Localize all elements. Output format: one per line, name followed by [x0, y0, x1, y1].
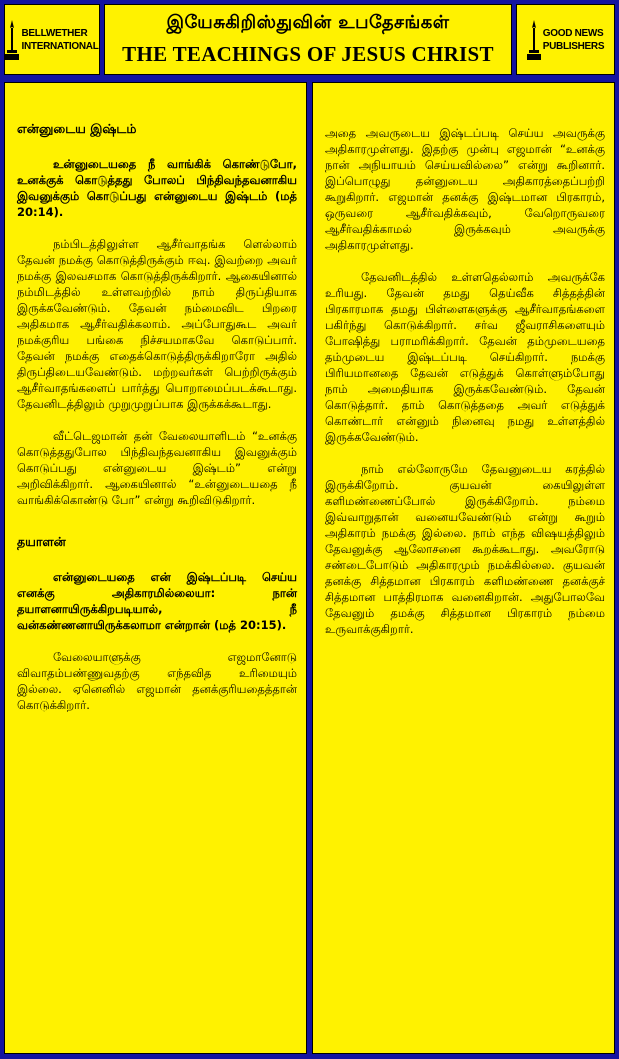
- body-paragraph-3: வேலையாளுக்கு எஜமானோடு விவாதம்பண்ணுவதற்கு எந்தவித உரிமையும் இல்லை. ஏனெனில் எஜமான் தனக்குரியதைத்தான் கொடுக்கிறார்.: [17, 650, 297, 712]
- title-tamil: இயேசுகிறிஸ்துவின் உபதேசங்கள்: [166, 12, 450, 33]
- body-paragraph-6: நாம் எல்லோருமே தேவனுடைய கரத்தில் இருக்கிறோம். குயவன் கையிலுள்ள களிமண்ணைப்போல் இருக்கிறோம். நம்மை இவ்வாறுதான் வனையவேண்டும் என்று கூறும் அதிகாரம் நமக்கு இல்லை. நாம் எந்த விஷயத்திலும் தேவனுக்கு ஆலோசனை கூறக்கூடாது. அவரோடு சண்டைபோடும் அதிகாரமும் நமக்கில்லை. குயவன் தனக்கு சித்தமான பிரகாரம் களிமண்ணை தனக்குச் சித்தமான பாத்திரமாக வனைகிறான். அதுபோலவே தேவனும் தமக்கு சித்தமான பிரகாரம் நம்மை உருவாக்குகிறார்.: [325, 462, 605, 636]
- bellwether-symbol-icon: [5, 20, 19, 60]
- bellwether-logo: [4, 4, 100, 75]
- body-paragraph-5: தேவனிடத்தில் உள்ளதெல்லாம் அவருக்கே உரியது. தேவன் தமது தெய்வீக சித்தத்தின் பிரகாரமாக தமது பிள்ளைகளுக்கு ஆசீர்வாதங்களை பகிர்ந்து கொடுக்கிறார். சர்வ ஜீவராசிகளையும் போஷித்து பராமரிக்கிறார். தேவன் தம்முடையதை தம்முடைய இஷ்டப்படி செய்கிறார். நமக்கு பிரியமானதை தேவன் எடுத்துக் கொள்ளும்போது நாம் அமைதியாக இருக்கவேண்டும். தேவன் கொடுத்தார். தாம் கொடுத்ததை அவர் எடுத்துக் கொண்டார் என்னும் நினைவு நமது உள்ளத்தில் இருக்கவேண்டும்.: [325, 270, 605, 444]
- scripture-verse-1: உன்னுடையதை நீ வாங்கிக் கொண்டுபோ, உனக்குக் கொடுத்தது போலப் பிந்திவந்தவனாகிய இவனுக்கும் கொடுப்பது என்னுடைய இஷ்டம் (மத் 20:14).: [17, 157, 297, 219]
- body-paragraph-4: அதை அவருடைய இஷ்டப்படி செய்ய அவருக்கு அதிகாரமுள்ளது. இதற்கு முன்பு எஜமான் “உனக்கு நான் அநியாயம் செய்யவில்லை” என்று கூறினார். இப்பொழுது தன்னுடைய அதிகாரத்தைப்பற்றி கூறுகிறார். எஜமான் தனக்கு இஷ்டமான பிரகாரம், ஒருவரை ஆசீர்வதிக்கவும், வேறொருவரை ஆசீர்வதிக்காமல் இருக்கவும் அவருக்கு அதிகாரமுள்ளது.: [325, 126, 605, 252]
- right-logo-line2: PUBLISHERS: [542, 40, 605, 52]
- left-logo-line2: INTERNATIONAL: [21, 40, 99, 52]
- body-paragraph-2: வீட்டெஜமான் தன் வேலையாளிடம் “உனக்கு கொடுத்ததுபோல பிந்திவந்தவனாகிய இவனுக்கும் கொடுப்பது என்னுடைய இஷ்டம்” என்று அறிவிக்கிறார். ஆகையினால் “உன்னுடையதை நீ வாங்கிக்கொண்டு போ” என்று கூறிவிடுகிறார்.: [17, 429, 297, 507]
- title-english: THE TEACHINGS OF JESUS CHRIST: [122, 42, 494, 66]
- good-news-logo: [516, 4, 615, 75]
- good-news-symbol-icon: [527, 20, 541, 60]
- section-heading-my-will: என்னுடைய இஷ்டம்: [17, 121, 137, 136]
- scripture-verse-2: என்னுடையதை என் இஷ்டப்படி செய்ய எனக்கு அதிகாரமில்லையா: நான் தயாளனாயிருக்கிறபடியால், நீ வன்கண்ணனாயிருக்கலாமா என்றான் (மத் 20:15).: [17, 570, 297, 632]
- body-paragraph-1: நம்பிடத்திலுள்ள ஆசீர்வாதங்க ளெல்லாம் தேவன் நமக்கு கொடுத்திருக்கும் ஈவு. இவற்றை அவர் நமக்கு இலவசமாக கொடுத்திருக்கிறார். ஆகையினால் நம்மிடத்தில் உள்ளவற்றில் நாம் திருப்தியாக இருக்கவேண்டும். தேவன் நம்மைவிட பிறரை அதிகமாக ஆசீர்வதிக்கலாம். அப்போதுகூட அவர் நமக்குரிய பங்கை நிச்சயமாகவே கொடுப்பார். தேவன் நமக்கு எதைக்கொடுத்திருக்கிறாரோ அதில் திருப்திடையவேண்டும். மற்றவர்கள் பெற்றிருக்கும் ஆசீர்வாதங்களைப் பார்த்து பொறாமைப்படக்கூடாது. தேவனிடத்திலும் முறுமுறுப்பாக இருக்கக்கூடாது.: [17, 237, 297, 411]
- left-column: [4, 82, 307, 1054]
- title-banner: [104, 4, 512, 75]
- section-heading-generous: தயாளன்: [17, 534, 66, 549]
- right-column: [312, 82, 615, 1054]
- right-logo-line1: GOOD NEWS: [542, 27, 604, 39]
- left-logo-line1: BELLWETHER: [21, 27, 88, 39]
